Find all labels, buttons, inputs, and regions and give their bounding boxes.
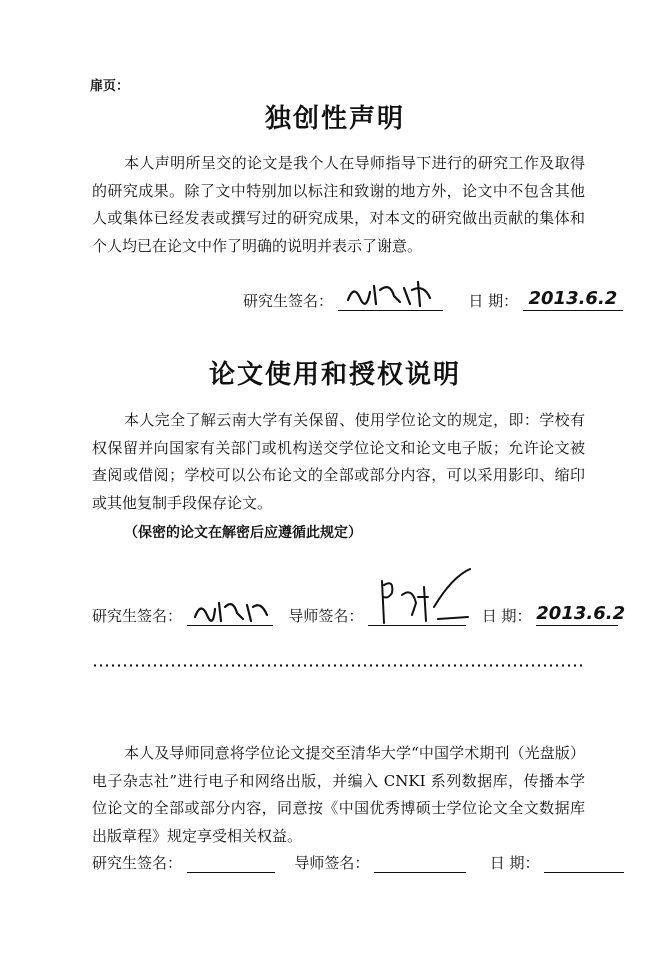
date-value: 2013.6.2 [536, 603, 626, 624]
student-signature-label: 研究生签名： [243, 292, 334, 310]
authorization-body: 本人完全了解云南大学有关保留、使用学位论文的规定，即：学校有权保留并向国家有关部门或机构送交学位论文和论文电子版；允许论文被查阅或借阅；学校可以公布论文的全部或部分内容，可以采用影印、缩印或其他复制手段保存论文。 [92, 411, 585, 512]
advisor-signature-scribble [372, 567, 482, 627]
cnki-consent-body: 本人及导师同意将学位论文提交至清华大学“中国学术期刊（光盘版）电子杂志社”进行电子和网络出版，并编入 CNKI 系列数据库，传播本学位论文的全部或部分内容，同意按《中国优秀博硕士学位论文全文数据库出版章程》规定享受相关权益。 [92, 744, 585, 845]
cnki-signature-row [92, 852, 624, 873]
student-signature-scribble [340, 278, 445, 308]
declaration-body: 本人声明所呈交的论文是我个人在导师指导下进行的研究工作及取得的研究成果。除了文中特别加以标注和致谢的地方外，论文中不包含其他人或集体已经发表或撰写过的研究成果，对本文的研究做出贡献的集体和个人均已在论文中作了明确的说明并表示了谢意。 [92, 154, 585, 255]
student-signature-line [187, 603, 273, 626]
student-signature-label: 研究生签名： [92, 607, 183, 625]
date-label: 日 期： [489, 854, 540, 872]
confidential-note: （保密的论文在解密后应遵循此规定） [124, 525, 362, 541]
page-label: 扉页： [90, 79, 130, 94]
advisor-signature-line [374, 854, 466, 873]
authorization-signature-row [92, 603, 626, 626]
authorization-title: 论文使用和授权说明 [208, 360, 461, 390]
advisor-signature-label: 导师签名： [294, 854, 370, 872]
student-signature-line [338, 288, 443, 311]
declaration-title: 独创性声明 [264, 104, 405, 134]
date-value: 2013.6.2 [523, 288, 623, 311]
declaration-signature-row [243, 288, 623, 311]
dotted-separator [92, 664, 585, 667]
student-signature-scribble [189, 595, 275, 625]
date-label: 日 期： [468, 292, 519, 310]
date-label: 日 期： [481, 607, 532, 625]
student-signature-line [187, 854, 275, 873]
advisor-signature-line [368, 603, 466, 626]
date-line [544, 854, 624, 873]
student-signature-label: 研究生签名： [92, 854, 183, 872]
advisor-signature-label: 导师签名： [288, 607, 364, 625]
